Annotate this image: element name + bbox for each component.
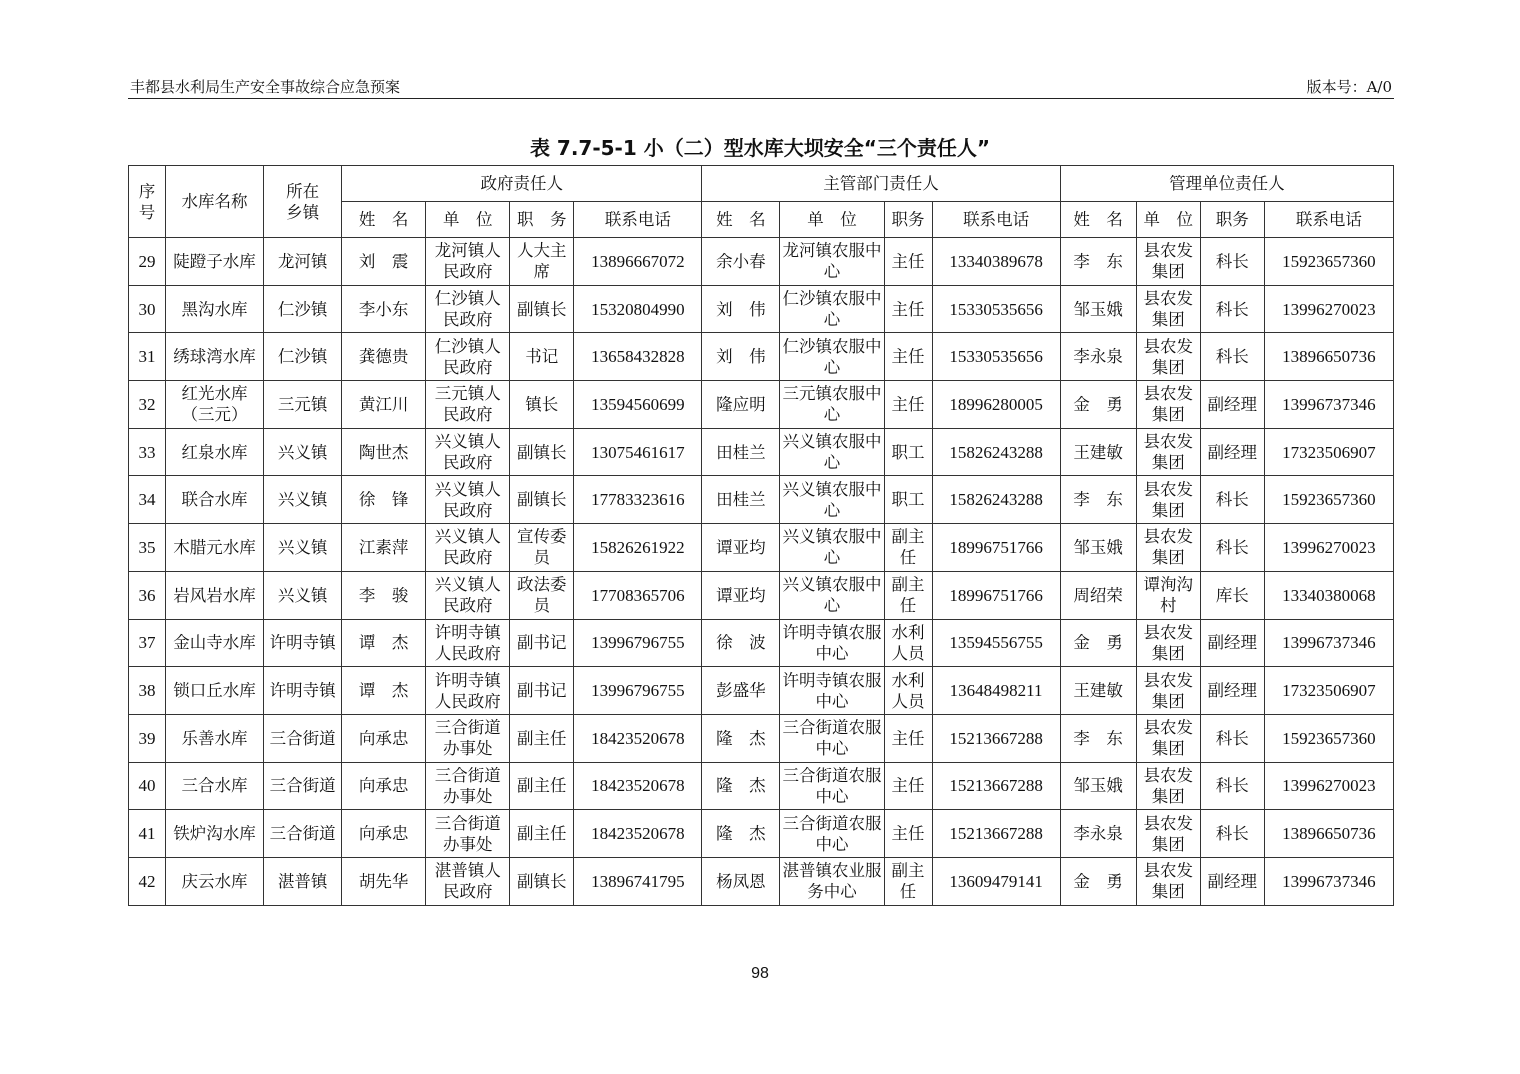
cell-mgmt-post: 副经理 [1200,619,1264,667]
cell-gov-unit: 兴义镇人民政府 [426,428,510,476]
cell-mgmt-name: 李永泉 [1060,810,1136,858]
cell-gov-phone: 18423520678 [574,762,702,810]
cell-dept-post: 职工 [884,428,932,476]
cell-gov-name: 李小东 [342,285,426,333]
cell-mgmt-phone: 13996737346 [1264,619,1393,667]
cell-reservoir-name: 金山寺水库 [166,619,264,667]
cell-reservoir-name: 庆云水库 [166,857,264,905]
cell-mgmt-post: 副经理 [1200,381,1264,429]
cell-dept-phone: 15213667288 [932,762,1060,810]
table-row [129,285,1394,333]
cell-gov-name: 李 骏 [342,571,426,619]
col-group-department: 主管部门责任人 [702,166,1060,202]
cell-reservoir-name: 绣球湾水库 [166,333,264,381]
cell-gov-name: 向承忠 [342,810,426,858]
cell-mgmt-phone: 13340380068 [1264,571,1393,619]
cell-town: 许明寺镇 [264,667,342,715]
cell-dept-unit: 许明寺镇农服中心 [780,667,884,715]
cell-dept-name: 隆应明 [702,381,780,429]
col-reservoir-name: 水库名称 [166,166,264,238]
cell-gov-post: 宣传委员 [510,524,574,572]
responsible-persons-table [128,165,1394,906]
cell-gov-unit: 仁沙镇人民政府 [426,285,510,333]
table-row [129,238,1394,286]
cell-gov-post: 副镇长 [510,857,574,905]
col-seq: 序号 [129,166,166,238]
cell-mgmt-post: 科长 [1200,476,1264,524]
cell-dept-phone: 15330535656 [932,285,1060,333]
table-row [129,476,1394,524]
cell-seq: 40 [129,762,166,810]
table-row [129,428,1394,476]
cell-gov-post: 副镇长 [510,285,574,333]
cell-mgmt-name: 王建敏 [1060,667,1136,715]
cell-mgmt-name: 周绍荣 [1060,571,1136,619]
cell-dept-unit: 龙河镇农服中心 [780,238,884,286]
cell-mgmt-unit: 县农发集团 [1136,238,1200,286]
cell-mgmt-unit: 县农发集团 [1136,524,1200,572]
cell-seq: 31 [129,333,166,381]
cell-town: 三元镇 [264,381,342,429]
cell-dept-name: 谭亚均 [702,571,780,619]
cell-gov-name: 龚德贵 [342,333,426,381]
cell-mgmt-unit: 县农发集团 [1136,810,1200,858]
table-row [129,619,1394,667]
cell-dept-unit: 兴义镇农服中心 [780,571,884,619]
cell-dept-name: 田桂兰 [702,428,780,476]
cell-mgmt-name: 邹玉娥 [1060,285,1136,333]
cell-seq: 42 [129,857,166,905]
col-gov-unit: 单 位 [426,202,510,238]
cell-mgmt-phone: 13996270023 [1264,285,1393,333]
table-header-row-1 [129,166,1394,202]
cell-mgmt-phone: 15923657360 [1264,238,1393,286]
cell-town: 三合街道 [264,714,342,762]
cell-reservoir-name: 联合水库 [166,476,264,524]
cell-gov-phone: 18423520678 [574,810,702,858]
col-mgmt-phone: 联系电话 [1264,202,1393,238]
col-dept-name: 姓 名 [702,202,780,238]
cell-mgmt-unit: 县农发集团 [1136,619,1200,667]
document-header-title: 丰都县水利局生产安全事故综合应急预案 [130,78,401,96]
cell-gov-phone: 13594560699 [574,381,702,429]
cell-seq: 35 [129,524,166,572]
cell-gov-unit: 许明寺镇人民政府 [426,667,510,715]
cell-gov-post: 镇长 [510,381,574,429]
cell-dept-phone: 15213667288 [932,714,1060,762]
cell-gov-unit: 湛普镇人民政府 [426,857,510,905]
cell-dept-phone: 15826243288 [932,428,1060,476]
col-mgmt-name: 姓 名 [1060,202,1136,238]
cell-dept-post: 主任 [884,381,932,429]
cell-dept-unit: 三合街道农服中心 [780,714,884,762]
cell-dept-unit: 许明寺镇农服中心 [780,619,884,667]
table-row [129,762,1394,810]
cell-mgmt-phone: 15923657360 [1264,714,1393,762]
cell-dept-phone: 13594556755 [932,619,1060,667]
cell-mgmt-phone: 17323506907 [1264,428,1393,476]
cell-seq: 32 [129,381,166,429]
cell-dept-name: 隆 杰 [702,762,780,810]
cell-mgmt-post: 科长 [1200,524,1264,572]
cell-mgmt-post: 副经理 [1200,428,1264,476]
cell-dept-post: 职工 [884,476,932,524]
col-dept-unit: 单 位 [780,202,884,238]
cell-mgmt-unit: 县农发集团 [1136,476,1200,524]
cell-gov-phone: 13896667072 [574,238,702,286]
cell-reservoir-name: 陡蹬子水库 [166,238,264,286]
cell-town: 湛普镇 [264,857,342,905]
cell-gov-post: 书记 [510,333,574,381]
cell-gov-post: 人大主席 [510,238,574,286]
cell-mgmt-post: 科长 [1200,810,1264,858]
cell-mgmt-name: 邹玉娥 [1060,524,1136,572]
cell-mgmt-unit: 县农发集团 [1136,381,1200,429]
cell-mgmt-post: 科长 [1200,238,1264,286]
col-gov-phone: 联系电话 [574,202,702,238]
cell-dept-unit: 三元镇农服中心 [780,381,884,429]
cell-reservoir-name: 木腊元水库 [166,524,264,572]
cell-dept-unit: 仁沙镇农服中心 [780,285,884,333]
cell-dept-name: 隆 杰 [702,714,780,762]
table-body [129,238,1394,906]
cell-gov-phone: 18423520678 [574,714,702,762]
cell-gov-name: 向承忠 [342,714,426,762]
cell-gov-phone: 13075461617 [574,428,702,476]
cell-reservoir-name: 乐善水库 [166,714,264,762]
cell-dept-name: 余小春 [702,238,780,286]
cell-mgmt-unit: 县农发集团 [1136,667,1200,715]
cell-gov-unit: 许明寺镇人民政府 [426,619,510,667]
cell-mgmt-phone: 13896650736 [1264,810,1393,858]
cell-dept-phone: 13340389678 [932,238,1060,286]
cell-mgmt-post: 库长 [1200,571,1264,619]
col-dept-phone: 联系电话 [932,202,1060,238]
cell-gov-phone: 17708365706 [574,571,702,619]
cell-mgmt-phone: 13996737346 [1264,857,1393,905]
cell-dept-unit: 兴义镇农服中心 [780,524,884,572]
cell-seq: 34 [129,476,166,524]
cell-gov-phone: 13658432828 [574,333,702,381]
cell-dept-post: 水利人员 [884,619,932,667]
cell-dept-phone: 15826243288 [932,476,1060,524]
cell-mgmt-name: 李 东 [1060,238,1136,286]
cell-dept-name: 田桂兰 [702,476,780,524]
cell-dept-post: 主任 [884,714,932,762]
page-number: 98 [751,965,769,982]
cell-reservoir-name: 铁炉沟水库 [166,810,264,858]
cell-mgmt-phone: 13996737346 [1264,381,1393,429]
cell-dept-post: 主任 [884,810,932,858]
cell-mgmt-name: 王建敏 [1060,428,1136,476]
cell-gov-post: 副镇长 [510,476,574,524]
cell-town: 兴义镇 [264,571,342,619]
cell-dept-post: 副主任 [884,524,932,572]
cell-gov-unit: 三元镇人民政府 [426,381,510,429]
cell-reservoir-name: 锁口丘水库 [166,667,264,715]
cell-gov-name: 江素萍 [342,524,426,572]
cell-gov-unit: 三合街道办事处 [426,762,510,810]
cell-gov-unit: 仁沙镇人民政府 [426,333,510,381]
cell-seq: 41 [129,810,166,858]
cell-gov-unit: 三合街道办事处 [426,714,510,762]
cell-seq: 33 [129,428,166,476]
cell-mgmt-unit: 县农发集团 [1136,714,1200,762]
table-row [129,571,1394,619]
cell-mgmt-phone: 13996270023 [1264,762,1393,810]
cell-dept-post: 主任 [884,333,932,381]
cell-gov-post: 政法委员 [510,571,574,619]
cell-dept-phone: 13609479141 [932,857,1060,905]
cell-dept-phone: 15330535656 [932,333,1060,381]
cell-dept-post: 副主任 [884,857,932,905]
cell-gov-phone: 17783323616 [574,476,702,524]
cell-dept-name: 杨凤恩 [702,857,780,905]
cell-seq: 38 [129,667,166,715]
cell-town: 兴义镇 [264,524,342,572]
cell-reservoir-name: 黑沟水库 [166,285,264,333]
cell-dept-name: 刘 伟 [702,333,780,381]
cell-gov-name: 谭 杰 [342,619,426,667]
cell-mgmt-name: 李 东 [1060,476,1136,524]
col-gov-post: 职 务 [510,202,574,238]
cell-seq: 39 [129,714,166,762]
cell-gov-post: 副主任 [510,810,574,858]
cell-gov-name: 谭 杰 [342,667,426,715]
table-row [129,810,1394,858]
cell-mgmt-phone: 15923657360 [1264,476,1393,524]
cell-reservoir-name: 岩风岩水库 [166,571,264,619]
cell-dept-name: 谭亚均 [702,524,780,572]
cell-dept-phone: 18996751766 [932,524,1060,572]
cell-dept-post: 主任 [884,285,932,333]
cell-dept-unit: 兴义镇农服中心 [780,476,884,524]
cell-town: 兴义镇 [264,476,342,524]
cell-mgmt-unit: 县农发集团 [1136,333,1200,381]
cell-dept-unit: 三合街道农服中心 [780,810,884,858]
cell-gov-phone: 13996796755 [574,619,702,667]
table-title: 表 7.7-5-1 小（二）型水库大坝安全“三个责任人” [529,136,991,160]
cell-gov-unit: 兴义镇人民政府 [426,571,510,619]
header-divider [128,98,1394,99]
cell-dept-phone: 13648498211 [932,667,1060,715]
cell-dept-unit: 兴义镇农服中心 [780,428,884,476]
document-version: 版本号：A/0 [1306,78,1392,96]
cell-gov-name: 黄江川 [342,381,426,429]
table-row [129,857,1394,905]
cell-gov-name: 胡先华 [342,857,426,905]
cell-dept-post: 主任 [884,762,932,810]
cell-gov-name: 刘 震 [342,238,426,286]
cell-dept-post: 副主任 [884,571,932,619]
cell-mgmt-unit: 县农发集团 [1136,762,1200,810]
cell-town: 三合街道 [264,762,342,810]
cell-gov-unit: 龙河镇人民政府 [426,238,510,286]
cell-mgmt-post: 科长 [1200,714,1264,762]
cell-town: 仁沙镇 [264,285,342,333]
cell-gov-phone: 13996796755 [574,667,702,715]
cell-mgmt-unit: 县农发集团 [1136,428,1200,476]
cell-gov-post: 副镇长 [510,428,574,476]
cell-mgmt-post: 副经理 [1200,667,1264,715]
cell-reservoir-name: 三合水库 [166,762,264,810]
cell-dept-name: 刘 伟 [702,285,780,333]
cell-dept-unit: 湛普镇农业服务中心 [780,857,884,905]
cell-dept-unit: 仁沙镇农服中心 [780,333,884,381]
cell-mgmt-post: 科长 [1200,762,1264,810]
cell-dept-post: 水利人员 [884,667,932,715]
cell-gov-name: 徐 锋 [342,476,426,524]
cell-mgmt-name: 金 勇 [1060,857,1136,905]
cell-seq: 36 [129,571,166,619]
cell-gov-phone: 15320804990 [574,285,702,333]
cell-mgmt-unit: 县农发集团 [1136,285,1200,333]
cell-mgmt-name: 李 东 [1060,714,1136,762]
cell-gov-post: 副主任 [510,714,574,762]
cell-dept-name: 隆 杰 [702,810,780,858]
cell-gov-name: 陶世杰 [342,428,426,476]
table-row [129,524,1394,572]
cell-mgmt-phone: 13896650736 [1264,333,1393,381]
cell-mgmt-unit: 谭洵沟村 [1136,571,1200,619]
cell-dept-name: 徐 波 [702,619,780,667]
cell-dept-post: 主任 [884,238,932,286]
table-row [129,667,1394,715]
col-group-management: 管理单位责任人 [1060,166,1393,202]
cell-gov-unit: 兴义镇人民政府 [426,524,510,572]
cell-seq: 30 [129,285,166,333]
cell-gov-post: 副书记 [510,619,574,667]
cell-dept-unit: 三合街道农服中心 [780,762,884,810]
cell-mgmt-phone: 13996270023 [1264,524,1393,572]
cell-town: 兴义镇 [264,428,342,476]
cell-town: 许明寺镇 [264,619,342,667]
cell-mgmt-name: 金 勇 [1060,619,1136,667]
cell-gov-unit: 三合街道办事处 [426,810,510,858]
cell-gov-name: 向承忠 [342,762,426,810]
col-town: 所在乡镇 [264,166,342,238]
table-row [129,333,1394,381]
cell-mgmt-unit: 县农发集团 [1136,857,1200,905]
cell-gov-phone: 15826261922 [574,524,702,572]
table-row [129,381,1394,429]
cell-dept-phone: 18996280005 [932,381,1060,429]
cell-town: 龙河镇 [264,238,342,286]
cell-seq: 37 [129,619,166,667]
col-dept-post: 职务 [884,202,932,238]
cell-gov-unit: 兴义镇人民政府 [426,476,510,524]
cell-mgmt-phone: 17323506907 [1264,667,1393,715]
cell-dept-phone: 15213667288 [932,810,1060,858]
cell-mgmt-post: 科长 [1200,285,1264,333]
cell-town: 三合街道 [264,810,342,858]
col-mgmt-unit: 单 位 [1136,202,1200,238]
cell-dept-name: 彭盛华 [702,667,780,715]
cell-mgmt-name: 邹玉娥 [1060,762,1136,810]
table-row [129,714,1394,762]
cell-gov-post: 副主任 [510,762,574,810]
cell-mgmt-name: 金 勇 [1060,381,1136,429]
col-gov-name: 姓 名 [342,202,426,238]
cell-gov-phone: 13896741795 [574,857,702,905]
cell-reservoir-name: 红泉水库 [166,428,264,476]
cell-seq: 29 [129,238,166,286]
cell-mgmt-post: 科长 [1200,333,1264,381]
col-mgmt-post: 职务 [1200,202,1264,238]
col-group-government: 政府责任人 [342,166,702,202]
cell-gov-post: 副书记 [510,667,574,715]
cell-mgmt-post: 副经理 [1200,857,1264,905]
cell-reservoir-name: 红光水库（三元） [166,381,264,429]
cell-town: 仁沙镇 [264,333,342,381]
cell-dept-phone: 18996751766 [932,571,1060,619]
cell-mgmt-name: 李永泉 [1060,333,1136,381]
